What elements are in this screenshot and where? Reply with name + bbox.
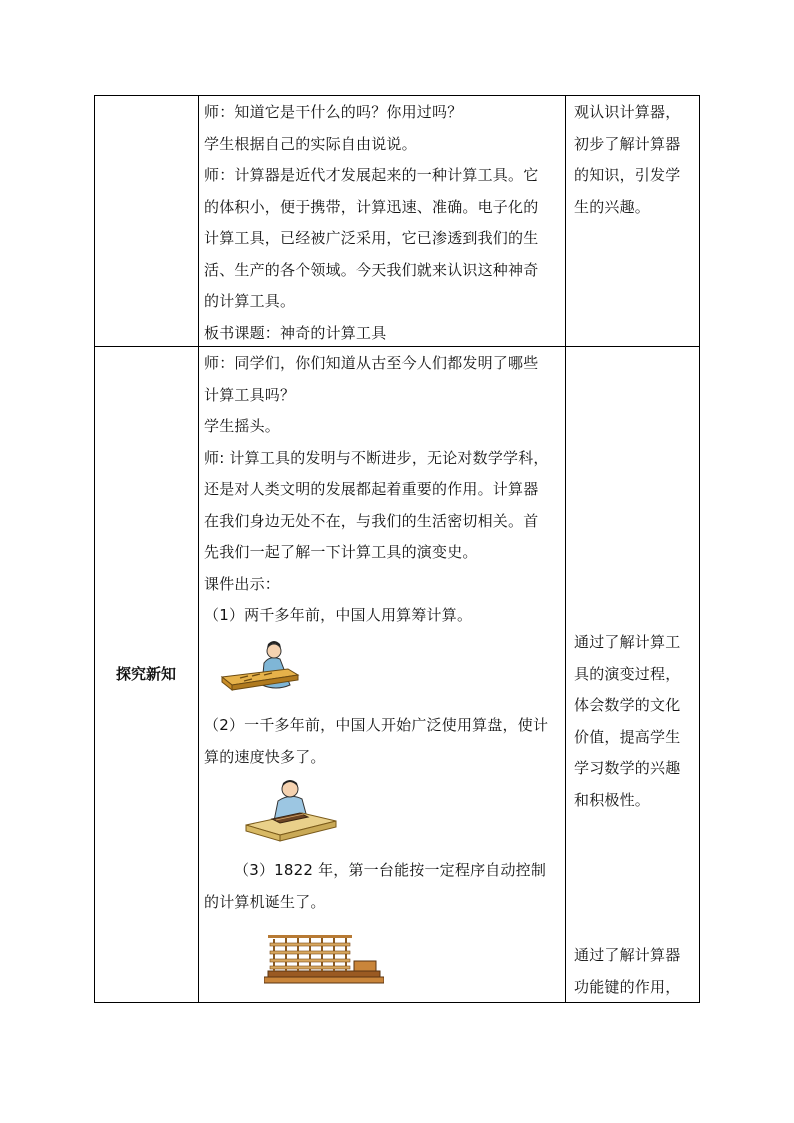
text-line: 课件出示：	[204, 574, 281, 593]
row2-intent-text2	[574, 940, 696, 1003]
text-line: 计算工具吗？	[204, 385, 296, 404]
text-line: 算的速度快多了。	[204, 747, 326, 766]
row1-teaching-text	[204, 97, 560, 349]
text-line: 的计算机诞生了。	[204, 892, 326, 911]
text-line: 师：知道它是干什么的吗？你用过吗？	[204, 103, 463, 121]
text-line: 先我们一起了解一下计算工具的演变史。	[204, 543, 478, 561]
text-line: 的知识，引发学	[574, 166, 681, 184]
text-line: （2）一千多年前，中国人开始广泛使用算盘，使计	[204, 716, 549, 734]
text-line: 还是对人类文明的发展都起着重要的作用。计算器	[204, 480, 539, 498]
row2-teaching-block1	[204, 348, 560, 632]
text-line: 板书课题：神奇的计算工具	[204, 323, 387, 342]
abacus-illustration	[242, 775, 340, 849]
difference-engine-illustration	[264, 931, 384, 987]
text-line: 价值，提高学生	[574, 727, 681, 746]
text-line: 的体积小，便于携带，计算迅速、准确。电子化的	[204, 197, 539, 216]
text-line: （1）两千多年前，中国人用算筹计算。	[204, 606, 473, 624]
table-border-top	[94, 95, 700, 96]
text-line: （3）1822 年，第一台能按一定程序自动控制	[234, 861, 547, 879]
text-line: 学生摇头。	[204, 417, 281, 435]
counting-rods-illustration	[218, 633, 318, 701]
table-border-left	[94, 95, 95, 1003]
text-line: 和积极性。	[574, 790, 651, 809]
text-line: 观认识计算器，	[574, 103, 681, 121]
row2-teaching-block2	[204, 710, 560, 773]
column-divider-2	[565, 95, 566, 1003]
text-line: 通过了解计算器	[574, 946, 681, 964]
text-line: 师: 计算工具的发明与不断进步，无论对数学学科，	[204, 448, 549, 467]
section-label: 探究新知	[115, 665, 176, 683]
row2-teaching-block3	[204, 855, 560, 918]
text-line: 学生根据自己的实际自由说说。	[204, 134, 417, 153]
text-line: 师：同学们，你们知道从古至今人们都发明了哪些	[204, 354, 539, 372]
text-line: 生的兴趣。	[574, 197, 651, 216]
text-line: 体会数学的文化	[574, 696, 681, 714]
column-divider-1	[198, 95, 199, 1003]
row2-intent-text1	[574, 627, 696, 816]
text-line: 活、生产的各个领域。今天我们就来认识这种神奇	[204, 260, 539, 279]
text-line: 功能键的作用，	[574, 977, 681, 996]
text-line: 通过了解计算工	[574, 633, 681, 651]
row1-intent-text	[574, 97, 696, 223]
lesson-plan-table	[94, 95, 700, 1003]
text-line: 的计算工具。	[204, 292, 296, 310]
text-line: 师：计算器是近代才发展起来的一种计算工具。它	[204, 166, 539, 184]
text-line: 计算工具，已经被广泛采用，它已渗透到我们的生	[204, 229, 539, 247]
text-line: 具的演变过程，	[574, 664, 681, 683]
text-line: 在我们身边无处不在，与我们的生活密切相关。首	[204, 511, 539, 530]
text-line: 学习数学的兴趣	[574, 759, 681, 777]
text-line: 初步了解计算器	[574, 134, 681, 153]
table-border-right	[699, 95, 700, 1003]
